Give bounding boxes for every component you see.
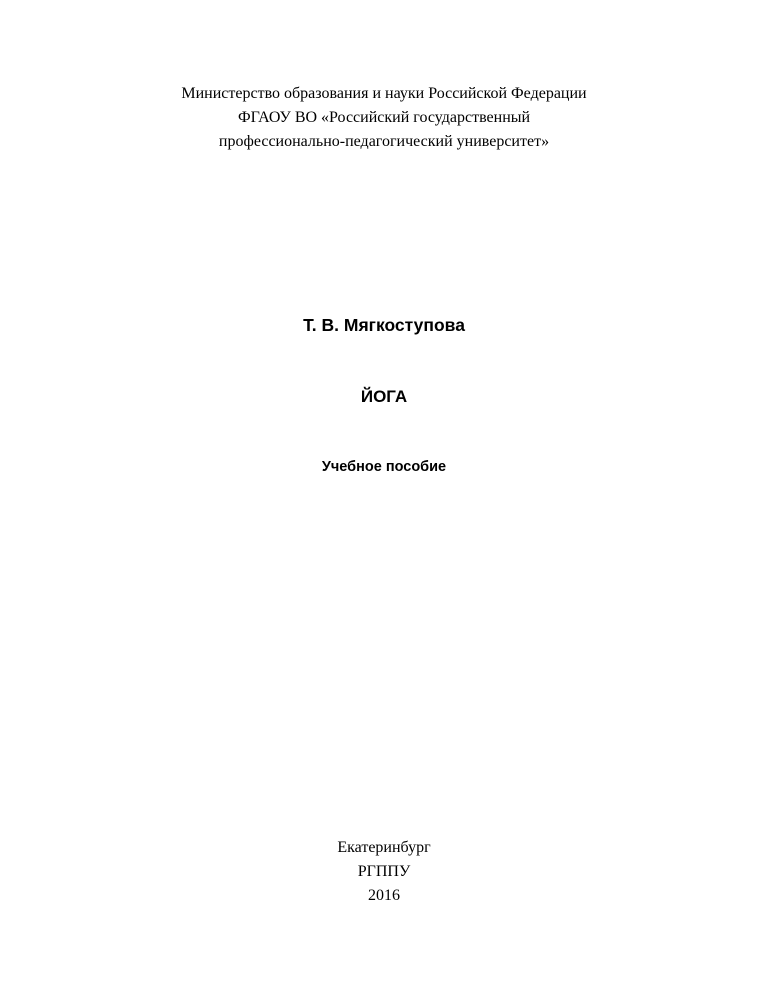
header-line-ministry: Министерство образования и науки Российской Федерации [181, 85, 587, 102]
footer-city: Екатеринбург [337, 839, 431, 856]
footer-year: 2016 [368, 887, 400, 904]
imprint-footer [0, 836, 768, 908]
document-subtitle: Учебное пособие [321, 459, 447, 475]
footer-publisher: РГППУ [357, 863, 411, 880]
institution-header [0, 82, 768, 154]
author-name: Т. В. Мягкоступова [303, 315, 465, 335]
header-line-institution: ФГАОУ ВО «Российский государственный [237, 109, 531, 126]
header-line-university: профессионально-педагогический университет» [218, 133, 550, 150]
document-title: ЙОГА [360, 387, 408, 406]
